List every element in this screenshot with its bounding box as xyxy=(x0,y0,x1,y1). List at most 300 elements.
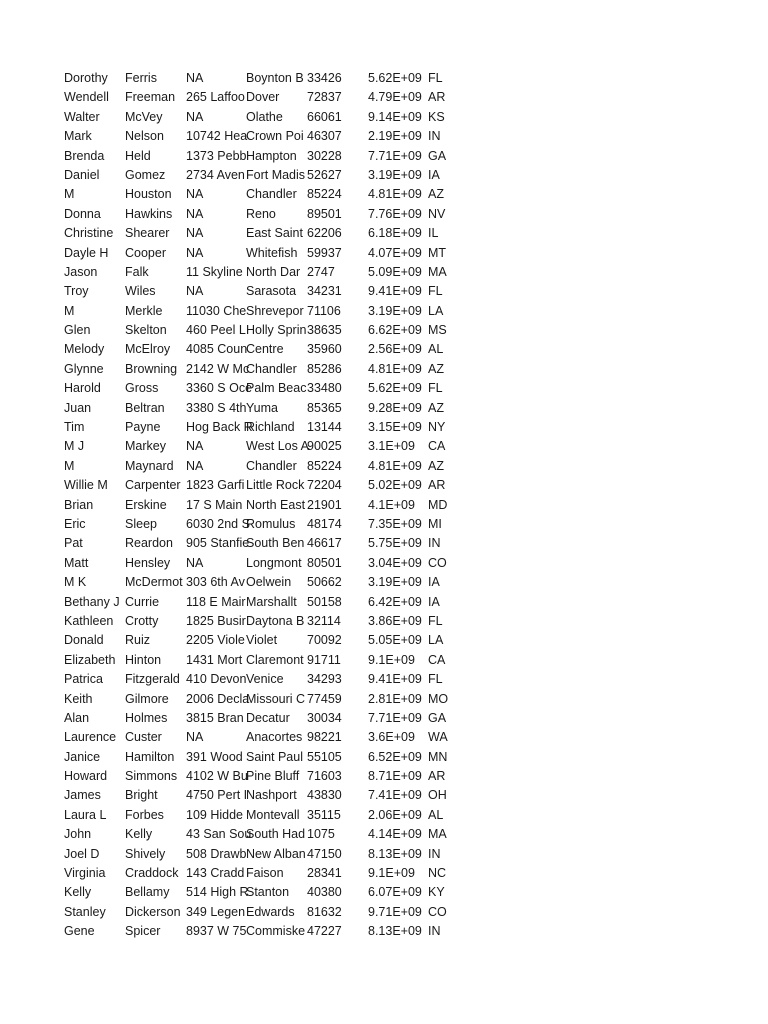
zip-cell[interactable]: 34231 xyxy=(307,284,342,299)
address-cell[interactable]: 2734 Aven xyxy=(186,167,245,182)
city-cell[interactable]: Centre xyxy=(246,342,284,357)
first-name-cell[interactable]: Joel D xyxy=(64,846,100,861)
address-cell[interactable]: 2205 Viole xyxy=(186,633,245,648)
address-cell[interactable]: 10742 Hea xyxy=(186,129,248,144)
city-cell[interactable]: East Saint xyxy=(246,226,303,241)
zip-cell[interactable]: 90025 xyxy=(307,439,342,454)
first-name-cell[interactable]: M K xyxy=(64,575,87,590)
state-cell[interactable]: MA xyxy=(428,827,447,842)
last-name-cell[interactable]: Hamilton xyxy=(125,749,175,764)
city-cell[interactable]: Yuma xyxy=(246,400,278,415)
phone-cell[interactable]: 6.42E+09 xyxy=(368,594,422,609)
address-cell[interactable]: 143 Cradd xyxy=(186,866,245,881)
last-name-cell[interactable]: Currie xyxy=(125,594,160,609)
first-name-cell[interactable]: Glen xyxy=(64,323,91,338)
address-cell[interactable]: 6030 2nd S xyxy=(186,516,250,531)
zip-cell[interactable]: 35960 xyxy=(307,342,342,357)
address-cell[interactable]: 514 High R xyxy=(186,885,249,900)
state-cell[interactable]: AZ xyxy=(428,458,444,473)
zip-cell[interactable]: 34293 xyxy=(307,672,342,687)
first-name-cell[interactable]: Gene xyxy=(64,924,95,939)
zip-cell[interactable]: 43830 xyxy=(307,788,342,803)
zip-cell[interactable]: 81632 xyxy=(307,904,342,919)
address-cell[interactable]: 1823 Garfi xyxy=(186,478,245,493)
zip-cell[interactable]: 35115 xyxy=(307,807,341,822)
first-name-cell[interactable]: Daniel xyxy=(64,167,100,182)
phone-cell[interactable]: 3.6E+09 xyxy=(368,730,415,745)
last-name-cell[interactable]: Falk xyxy=(125,264,149,279)
first-name-cell[interactable]: Kelly xyxy=(64,885,92,900)
zip-cell[interactable]: 91711 xyxy=(307,652,341,667)
phone-cell[interactable]: 8.13E+09 xyxy=(368,924,422,939)
zip-cell[interactable]: 71603 xyxy=(307,769,342,784)
first-name-cell[interactable]: Brian xyxy=(64,497,94,512)
phone-cell[interactable]: 2.06E+09 xyxy=(368,807,422,822)
last-name-cell[interactable]: Reardon xyxy=(125,536,173,551)
address-cell[interactable]: 4750 Pert I xyxy=(186,788,248,803)
state-cell[interactable]: MN xyxy=(428,749,448,764)
state-cell[interactable]: GA xyxy=(428,148,447,163)
last-name-cell[interactable]: Holmes xyxy=(125,710,168,725)
city-cell[interactable]: South Ben xyxy=(246,536,305,551)
city-cell[interactable]: Shrevepor xyxy=(246,303,304,318)
zip-cell[interactable]: 2747 xyxy=(307,264,335,279)
address-cell[interactable]: 303 6th Av xyxy=(186,575,245,590)
first-name-cell[interactable]: Kathleen xyxy=(64,613,114,628)
last-name-cell[interactable]: Spicer xyxy=(125,924,161,939)
city-cell[interactable]: Boynton B xyxy=(246,71,304,85)
phone-cell[interactable]: 4.81E+09 xyxy=(368,187,422,202)
city-cell[interactable]: Chandler xyxy=(246,458,297,473)
first-name-cell[interactable]: Bethany J xyxy=(64,594,120,609)
first-name-cell[interactable]: Donald xyxy=(64,633,104,648)
phone-cell[interactable]: 6.18E+09 xyxy=(368,226,422,241)
city-cell[interactable]: Longmont xyxy=(246,555,302,570)
address-cell[interactable]: 8937 W 75 xyxy=(186,924,247,939)
zip-cell[interactable]: 72837 xyxy=(307,90,342,105)
state-cell[interactable]: KS xyxy=(428,109,445,124)
zip-cell[interactable]: 32114 xyxy=(307,613,341,628)
phone-cell[interactable]: 3.15E+09 xyxy=(368,420,422,435)
zip-cell[interactable]: 48174 xyxy=(307,516,342,531)
address-cell[interactable]: NA xyxy=(186,226,204,241)
state-cell[interactable]: FL xyxy=(428,613,443,628)
city-cell[interactable]: Stanton xyxy=(246,885,290,900)
state-cell[interactable]: AL xyxy=(428,807,444,822)
state-cell[interactable]: IN xyxy=(428,536,441,551)
last-name-cell[interactable]: Gilmore xyxy=(125,691,169,706)
phone-cell[interactable]: 6.62E+09 xyxy=(368,323,422,338)
address-cell[interactable]: 1825 Busir xyxy=(186,613,246,628)
first-name-cell[interactable]: Howard xyxy=(64,769,108,784)
address-cell[interactable]: 1373 Pebb xyxy=(186,148,247,163)
address-cell[interactable]: 118 E Mair xyxy=(186,594,246,609)
state-cell[interactable]: IA xyxy=(428,575,440,590)
state-cell[interactable]: FL xyxy=(428,284,443,299)
first-name-cell[interactable]: Jason xyxy=(64,264,98,279)
state-cell[interactable]: WA xyxy=(428,730,448,745)
city-cell[interactable]: Whitefish xyxy=(246,245,298,260)
first-name-cell[interactable]: Pat xyxy=(64,536,83,551)
phone-cell[interactable]: 9.41E+09 xyxy=(368,672,422,687)
phone-cell[interactable]: 9.14E+09 xyxy=(368,109,422,124)
city-cell[interactable]: Chandler xyxy=(246,361,297,376)
city-cell[interactable]: Faison xyxy=(246,866,284,881)
city-cell[interactable]: West Los A xyxy=(246,439,309,454)
city-cell[interactable]: Little Rock xyxy=(246,478,305,493)
address-cell[interactable]: 109 Hidde xyxy=(186,807,243,822)
zip-cell[interactable]: 85224 xyxy=(307,187,342,202)
phone-cell[interactable]: 8.13E+09 xyxy=(368,846,422,861)
first-name-cell[interactable]: Brenda xyxy=(64,148,105,163)
city-cell[interactable]: Crown Poi xyxy=(246,129,304,144)
zip-cell[interactable]: 28341 xyxy=(307,866,342,881)
first-name-cell[interactable]: Alan xyxy=(64,710,90,725)
first-name-cell[interactable]: Patrica xyxy=(64,672,103,687)
zip-cell[interactable]: 66061 xyxy=(307,109,342,124)
first-name-cell[interactable]: Harold xyxy=(64,381,101,396)
last-name-cell[interactable]: Hawkins xyxy=(125,206,173,221)
city-cell[interactable]: Montevall xyxy=(246,807,300,822)
first-name-cell[interactable]: Walter xyxy=(64,109,100,124)
last-name-cell[interactable]: Held xyxy=(125,148,151,163)
address-cell[interactable]: NA xyxy=(186,284,204,299)
address-cell[interactable]: 4085 Coun xyxy=(186,342,248,357)
address-cell[interactable]: NA xyxy=(186,187,204,202)
city-cell[interactable]: Anacortes xyxy=(246,730,303,745)
city-cell[interactable]: Fort Madis xyxy=(246,167,306,182)
state-cell[interactable]: IA xyxy=(428,594,440,609)
first-name-cell[interactable]: Troy xyxy=(64,284,89,299)
zip-cell[interactable]: 13144 xyxy=(307,420,342,435)
state-cell[interactable]: IN xyxy=(428,846,441,861)
zip-cell[interactable]: 50158 xyxy=(307,594,342,609)
first-name-cell[interactable]: Eric xyxy=(64,516,86,531)
state-cell[interactable]: MO xyxy=(428,691,449,706)
last-name-cell[interactable]: Forbes xyxy=(125,807,164,822)
zip-cell[interactable]: 70092 xyxy=(307,633,342,648)
phone-cell[interactable]: 9.71E+09 xyxy=(368,904,422,919)
state-cell[interactable]: AR xyxy=(428,769,446,784)
zip-cell[interactable]: 46617 xyxy=(307,536,342,551)
phone-cell[interactable]: 6.52E+09 xyxy=(368,749,422,764)
first-name-cell[interactable]: Dorothy xyxy=(64,71,108,85)
first-name-cell[interactable]: Juan xyxy=(64,400,92,415)
zip-cell[interactable]: 85286 xyxy=(307,361,342,376)
phone-cell[interactable]: 5.62E+09 xyxy=(368,381,422,396)
phone-cell[interactable]: 4.79E+09 xyxy=(368,90,422,105)
first-name-cell[interactable]: M xyxy=(64,187,75,202)
address-cell[interactable]: 349 Legen xyxy=(186,904,246,919)
zip-cell[interactable]: 80501 xyxy=(307,555,342,570)
zip-cell[interactable]: 1075 xyxy=(307,827,335,842)
city-cell[interactable]: Decatur xyxy=(246,710,290,725)
zip-cell[interactable]: 85224 xyxy=(307,458,342,473)
phone-cell[interactable]: 7.71E+09 xyxy=(368,148,422,163)
zip-cell[interactable]: 40380 xyxy=(307,885,342,900)
first-name-cell[interactable]: Janice xyxy=(64,749,101,764)
last-name-cell[interactable]: Carpenter xyxy=(125,478,181,493)
last-name-cell[interactable]: Craddock xyxy=(125,866,179,881)
first-name-cell[interactable]: Elizabeth xyxy=(64,652,116,667)
last-name-cell[interactable]: Cooper xyxy=(125,245,166,260)
last-name-cell[interactable]: Simmons xyxy=(125,769,178,784)
first-name-cell[interactable]: John xyxy=(64,827,92,842)
state-cell[interactable]: MA xyxy=(428,264,447,279)
last-name-cell[interactable]: Merkle xyxy=(125,303,163,318)
zip-cell[interactable]: 55105 xyxy=(307,749,342,764)
phone-cell[interactable]: 9.1E+09 xyxy=(368,652,415,667)
city-cell[interactable]: Hampton xyxy=(246,148,297,163)
address-cell[interactable]: 2142 W Mc xyxy=(186,361,250,376)
phone-cell[interactable]: 3.19E+09 xyxy=(368,167,422,182)
first-name-cell[interactable]: Tim xyxy=(64,420,85,435)
city-cell[interactable]: Palm Beac xyxy=(246,381,307,396)
state-cell[interactable]: IL xyxy=(428,226,439,241)
phone-cell[interactable]: 4.81E+09 xyxy=(368,361,422,376)
city-cell[interactable]: Edwards xyxy=(246,904,295,919)
address-cell[interactable]: 2006 Decla xyxy=(186,691,250,706)
state-cell[interactable]: CA xyxy=(428,439,446,454)
state-cell[interactable]: MT xyxy=(428,245,447,260)
zip-cell[interactable]: 46307 xyxy=(307,129,342,144)
last-name-cell[interactable]: Hinton xyxy=(125,652,162,667)
zip-cell[interactable]: 59937 xyxy=(307,245,342,260)
last-name-cell[interactable]: Gomez xyxy=(125,167,166,182)
first-name-cell[interactable]: Keith xyxy=(64,691,93,706)
state-cell[interactable]: MD xyxy=(428,497,448,512)
address-cell[interactable]: 3360 S Oce xyxy=(186,381,253,396)
last-name-cell[interactable]: Nelson xyxy=(125,129,164,144)
address-cell[interactable]: NA xyxy=(186,439,204,454)
city-cell[interactable]: Holly Sprin xyxy=(246,323,307,338)
zip-cell[interactable]: 47150 xyxy=(307,846,342,861)
phone-cell[interactable]: 6.07E+09 xyxy=(368,885,422,900)
last-name-cell[interactable]: Maynard xyxy=(125,458,174,473)
state-cell[interactable]: NV xyxy=(428,206,446,221)
city-cell[interactable]: Chandler xyxy=(246,187,297,202)
address-cell[interactable]: Hog Back R xyxy=(186,420,253,435)
first-name-cell[interactable]: Stanley xyxy=(64,904,106,919)
city-cell[interactable]: Saint Paul xyxy=(246,749,303,764)
first-name-cell[interactable]: Laura L xyxy=(64,807,107,822)
state-cell[interactable]: NY xyxy=(428,420,446,435)
address-cell[interactable]: NA xyxy=(186,555,204,570)
state-cell[interactable]: NC xyxy=(428,866,447,881)
phone-cell[interactable]: 4.81E+09 xyxy=(368,458,422,473)
phone-cell[interactable]: 3.86E+09 xyxy=(368,613,422,628)
first-name-cell[interactable]: M xyxy=(64,458,75,473)
address-cell[interactable]: 17 S Main xyxy=(186,497,243,512)
address-cell[interactable]: NA xyxy=(186,730,204,745)
first-name-cell[interactable]: Christine xyxy=(64,226,114,241)
address-cell[interactable]: 11 Skyline xyxy=(186,264,243,279)
address-cell[interactable]: NA xyxy=(186,109,204,124)
zip-cell[interactable]: 21901 xyxy=(307,497,342,512)
city-cell[interactable]: Pine Bluff xyxy=(246,769,300,784)
phone-cell[interactable]: 5.09E+09 xyxy=(368,264,422,279)
address-cell[interactable]: NA xyxy=(186,245,204,260)
address-cell[interactable]: 508 Drawb xyxy=(186,846,247,861)
state-cell[interactable]: MI xyxy=(428,516,442,531)
last-name-cell[interactable]: Erskine xyxy=(125,497,167,512)
first-name-cell[interactable]: Donna xyxy=(64,206,101,221)
last-name-cell[interactable]: Markey xyxy=(125,439,166,454)
phone-cell[interactable]: 9.1E+09 xyxy=(368,866,415,881)
first-name-cell[interactable]: Matt xyxy=(64,555,89,570)
city-cell[interactable]: New Alban xyxy=(246,846,306,861)
address-cell[interactable]: 3380 S 4th xyxy=(186,400,247,415)
state-cell[interactable]: FL xyxy=(428,71,443,85)
last-name-cell[interactable]: Shearer xyxy=(125,226,170,241)
phone-cell[interactable]: 5.02E+09 xyxy=(368,478,422,493)
zip-cell[interactable]: 30228 xyxy=(307,148,342,163)
phone-cell[interactable]: 2.19E+09 xyxy=(368,129,422,144)
address-cell[interactable]: 3815 Bran xyxy=(186,710,244,725)
last-name-cell[interactable]: Gross xyxy=(125,381,159,396)
city-cell[interactable]: Sarasota xyxy=(246,284,297,299)
address-cell[interactable]: 1431 Mort xyxy=(186,652,243,667)
last-name-cell[interactable]: Fitzgerald xyxy=(125,672,180,687)
state-cell[interactable]: AR xyxy=(428,478,446,493)
address-cell[interactable]: 265 Laffoo xyxy=(186,90,245,105)
phone-cell[interactable]: 5.75E+09 xyxy=(368,536,422,551)
phone-cell[interactable]: 3.19E+09 xyxy=(368,303,422,318)
phone-cell[interactable]: 8.71E+09 xyxy=(368,769,422,784)
state-cell[interactable]: IN xyxy=(428,924,441,939)
last-name-cell[interactable]: Dickerson xyxy=(125,904,181,919)
state-cell[interactable]: OH xyxy=(428,788,447,803)
last-name-cell[interactable]: Bright xyxy=(125,788,158,803)
phone-cell[interactable]: 5.62E+09 xyxy=(368,71,422,85)
city-cell[interactable]: South Had xyxy=(246,827,306,842)
state-cell[interactable]: AZ xyxy=(428,400,444,415)
first-name-cell[interactable]: Dayle H xyxy=(64,245,109,260)
last-name-cell[interactable]: Wiles xyxy=(125,284,156,299)
city-cell[interactable]: Marshallt xyxy=(246,594,297,609)
zip-cell[interactable]: 52627 xyxy=(307,167,342,182)
zip-cell[interactable]: 33426 xyxy=(307,71,342,85)
last-name-cell[interactable]: Hensley xyxy=(125,555,171,570)
city-cell[interactable]: Romulus xyxy=(246,516,296,531)
first-name-cell[interactable]: M J xyxy=(64,439,85,454)
zip-cell[interactable]: 77459 xyxy=(307,691,342,706)
address-cell[interactable]: 460 Peel L xyxy=(186,323,246,338)
last-name-cell[interactable]: McDermot xyxy=(125,575,183,590)
phone-cell[interactable]: 7.35E+09 xyxy=(368,516,422,531)
address-cell[interactable]: 4102 W Bu xyxy=(186,769,248,784)
city-cell[interactable]: Dover xyxy=(246,90,280,105)
city-cell[interactable]: Reno xyxy=(246,206,276,221)
first-name-cell[interactable]: Wendell xyxy=(64,90,109,105)
city-cell[interactable]: Nashport xyxy=(246,788,297,803)
city-cell[interactable]: Commiske xyxy=(246,924,306,939)
address-cell[interactable]: 43 San Sou xyxy=(186,827,252,842)
zip-cell[interactable]: 72204 xyxy=(307,478,342,493)
state-cell[interactable]: FL xyxy=(428,672,443,687)
first-name-cell[interactable]: Virginia xyxy=(64,866,106,881)
state-cell[interactable]: AZ xyxy=(428,187,444,202)
first-name-cell[interactable]: Melody xyxy=(64,342,105,357)
last-name-cell[interactable]: Payne xyxy=(125,420,161,435)
last-name-cell[interactable]: Ferris xyxy=(125,71,157,85)
last-name-cell[interactable]: Sleep xyxy=(125,516,157,531)
state-cell[interactable]: CO xyxy=(428,904,447,919)
phone-cell[interactable]: 3.19E+09 xyxy=(368,575,422,590)
phone-cell[interactable]: 4.1E+09 xyxy=(368,497,415,512)
phone-cell[interactable]: 9.41E+09 xyxy=(368,284,422,299)
state-cell[interactable]: AR xyxy=(428,90,446,105)
last-name-cell[interactable]: Crotty xyxy=(125,613,159,628)
state-cell[interactable]: IN xyxy=(428,129,441,144)
zip-cell[interactable]: 38635 xyxy=(307,323,342,338)
state-cell[interactable]: LA xyxy=(428,633,444,648)
phone-cell[interactable]: 4.07E+09 xyxy=(368,245,422,260)
state-cell[interactable]: CA xyxy=(428,652,446,667)
city-cell[interactable]: Daytona B xyxy=(246,613,305,628)
phone-cell[interactable]: 2.81E+09 xyxy=(368,691,422,706)
zip-cell[interactable]: 33480 xyxy=(307,381,342,396)
state-cell[interactable]: GA xyxy=(428,710,447,725)
last-name-cell[interactable]: Kelly xyxy=(125,827,153,842)
last-name-cell[interactable]: Ruiz xyxy=(125,633,151,648)
zip-cell[interactable]: 30034 xyxy=(307,710,342,725)
last-name-cell[interactable]: Freeman xyxy=(125,90,176,105)
last-name-cell[interactable]: McElroy xyxy=(125,342,171,357)
address-cell[interactable]: 391 Wood xyxy=(186,749,243,764)
state-cell[interactable]: AZ xyxy=(428,361,444,376)
zip-cell[interactable]: 85365 xyxy=(307,400,342,415)
address-cell[interactable]: NA xyxy=(186,71,204,85)
first-name-cell[interactable]: Willie M xyxy=(64,478,108,493)
phone-cell[interactable]: 3.04E+09 xyxy=(368,555,422,570)
city-cell[interactable]: Richland xyxy=(246,420,295,435)
last-name-cell[interactable]: Shively xyxy=(125,846,166,861)
city-cell[interactable]: Olathe xyxy=(246,109,283,124)
phone-cell[interactable]: 7.71E+09 xyxy=(368,710,422,725)
state-cell[interactable]: MS xyxy=(428,323,447,338)
state-cell[interactable]: KY xyxy=(428,885,445,900)
address-cell[interactable]: 11030 Che xyxy=(186,303,247,318)
last-name-cell[interactable]: McVey xyxy=(125,109,163,124)
city-cell[interactable]: Venice xyxy=(246,672,284,687)
zip-cell[interactable]: 89501 xyxy=(307,206,342,221)
state-cell[interactable]: AL xyxy=(428,342,444,357)
zip-cell[interactable]: 50662 xyxy=(307,575,342,590)
last-name-cell[interactable]: Bellamy xyxy=(125,885,170,900)
last-name-cell[interactable]: Custer xyxy=(125,730,162,745)
phone-cell[interactable]: 7.41E+09 xyxy=(368,788,422,803)
first-name-cell[interactable]: Mark xyxy=(64,129,92,144)
last-name-cell[interactable]: Beltran xyxy=(125,400,165,415)
zip-cell[interactable]: 71106 xyxy=(307,303,341,318)
state-cell[interactable]: CO xyxy=(428,555,447,570)
zip-cell[interactable]: 47227 xyxy=(307,924,342,939)
city-cell[interactable]: Oelwein xyxy=(246,575,292,590)
city-cell[interactable]: North Dar xyxy=(246,264,301,279)
address-cell[interactable]: NA xyxy=(186,458,204,473)
phone-cell[interactable]: 7.76E+09 xyxy=(368,206,422,221)
phone-cell[interactable]: 2.56E+09 xyxy=(368,342,422,357)
phone-cell[interactable]: 4.14E+09 xyxy=(368,827,422,842)
first-name-cell[interactable]: M xyxy=(64,303,75,318)
phone-cell[interactable]: 9.28E+09 xyxy=(368,400,422,415)
first-name-cell[interactable]: Glynne xyxy=(64,361,104,376)
state-cell[interactable]: LA xyxy=(428,303,444,318)
city-cell[interactable]: North East xyxy=(246,497,306,512)
city-cell[interactable]: Missouri C xyxy=(246,691,306,706)
last-name-cell[interactable]: Browning xyxy=(125,361,178,376)
